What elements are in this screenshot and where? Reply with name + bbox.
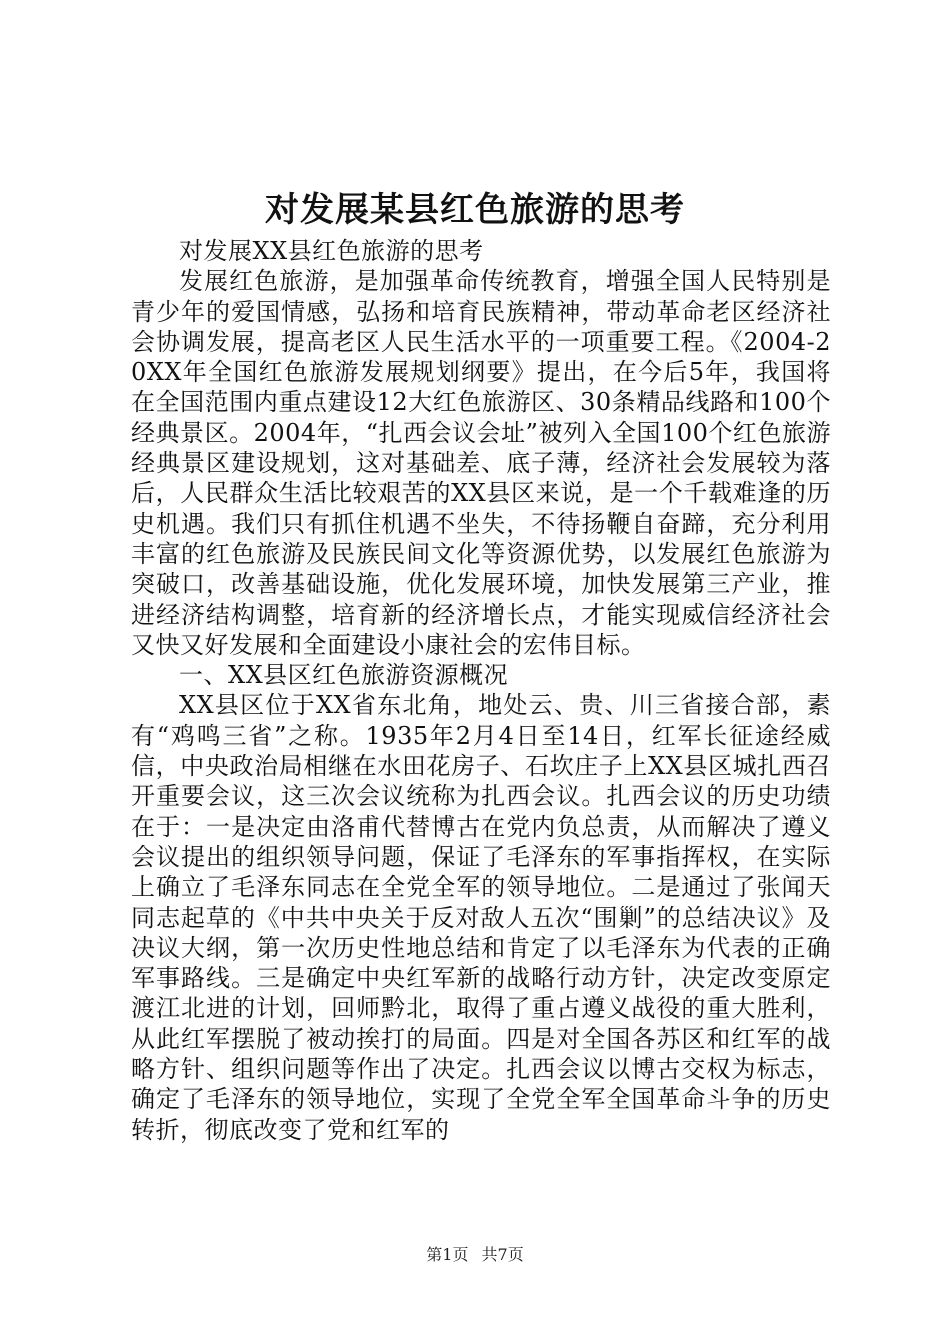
page-count: 共7页 xyxy=(481,1245,524,1264)
document-title: 对发展某县红色旅游的思考 xyxy=(265,190,685,230)
subtitle-paragraph: 对发展XX县红色旅游的思考 xyxy=(179,237,484,265)
intro-paragraph: 发展红色旅游，是加强革命传统教育，增强全国人民特别是青少年的爱国情感，弘扬和培育民族精神，带动革命老区经济社会协调发展，提高老区人民生活水平的一项重要工程。《2004-20XX年全国红色旅游发展规划纲要》提出，在今后5年，我国将在全国范围内重点建设12大红色旅游区、30条精品线路和100个经典景区。2004年，“扎西会议会址”被列入全国100个红色旅游经典景区建设规划，这对基础差、底子薄，经济社会发展较为落后，人民群众生活比较艰苦的XX县区来说，是一个千载难逢的历史机遇。我们只有抓住机遇不坐失，不待扬鞭自奋蹄，充分利用丰富的红色旅游及民族民间文化等资源优势，以发展红色旅游为突破口，改善基础设施，优化发展环境，加快发展第三产业，推进经济结构调整，培育新的经济增长点，才能实现威信经济社会又快又好发展和全面建设小康社会的宏伟目标。 xyxy=(131,267,831,659)
page-number: 第1页 xyxy=(426,1245,469,1264)
document-body xyxy=(131,236,831,1145)
page-footer xyxy=(0,1245,950,1265)
body-paragraph: XX县区位于XX省东北角，地处云、贵、川三省接合部，素有“鸡鸣三省”之称。1935年2月4日至14日，红军长征途经威信，中央政治局相继在水田花房子、石坎庄子上XX县区城扎西召开重要会议，这三次会议统称为扎西会议。扎西会议的历史功绩在于：一是决定由洛甫代替博古在党内负总责，从而解决了遵义会议提出的组织领导问题，保证了毛泽东的军事指挥权，在实际上确立了毛泽东同志在全党全军的领导地位。二是通过了张闻天同志起草的《中共中央关于反对敌人五次“围剿”的总结决议》及决议大纲，第一次历史性地总结和肯定了以毛泽东为代表的正确军事路线。三是确定中央红军新的战略行动方针，决定改变原定渡江北进的计划，回师黔北，取得了重占遵义战役的重大胜利，从此红军摆脱了被动挨打的局面。四是对全国各苏区和红军的战略方针、组织问题等作出了决定。扎西会议以博古交权为标志，确定了毛泽东的领导地位，实现了全党全军全国革命斗争的历史转折，彻底改变了党和红军的 xyxy=(131,691,831,1144)
section-heading: 一、XX县区红色旅游资源概况 xyxy=(179,661,509,690)
